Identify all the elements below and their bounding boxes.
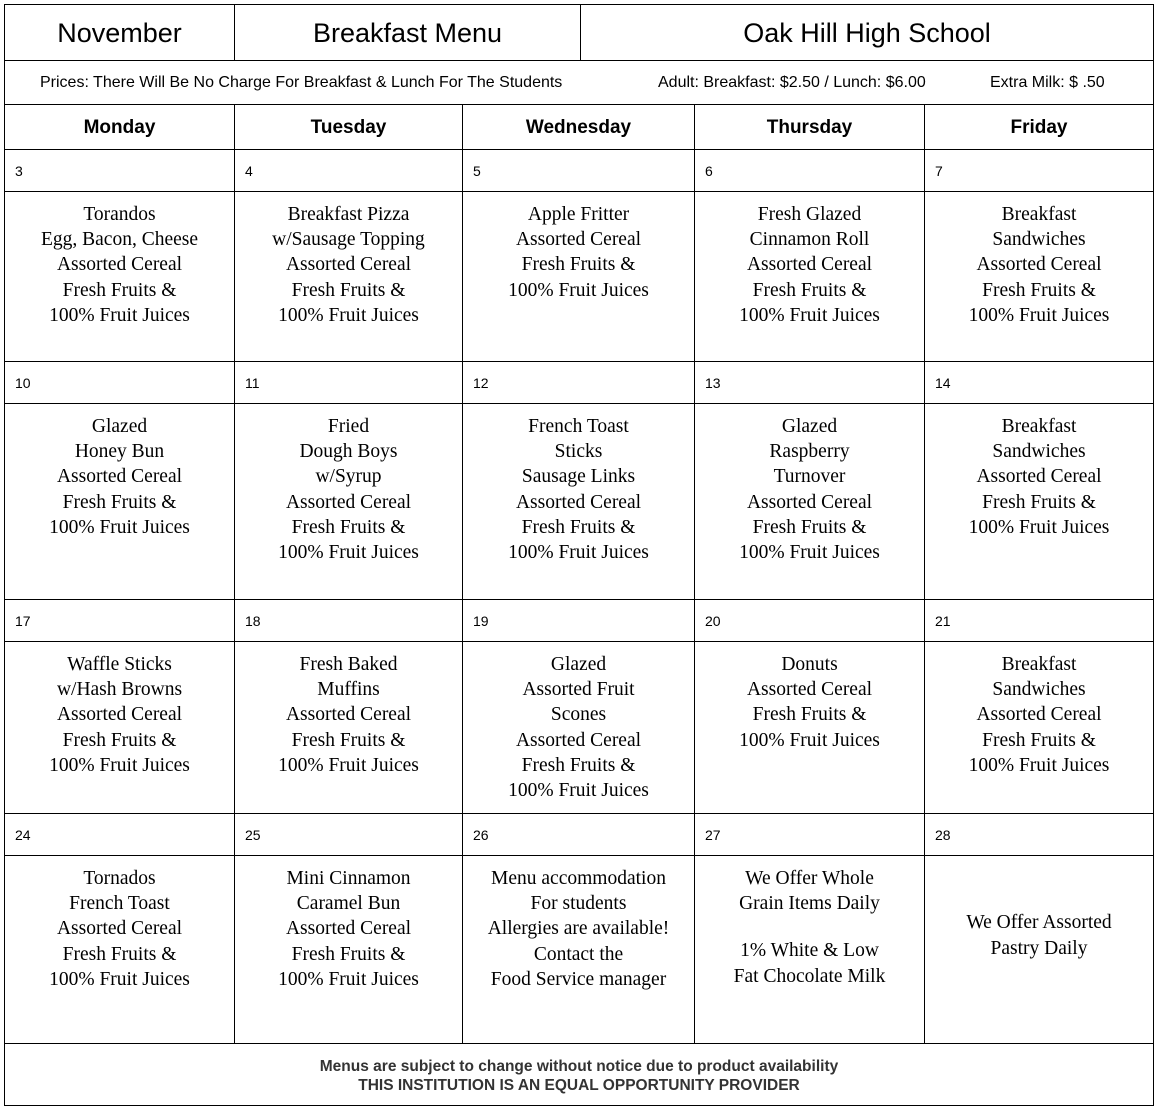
date-number-25: 25	[245, 826, 261, 843]
menu-item: 100% Fruit Juices	[508, 279, 649, 301]
menu-cell-tuesday-25	[235, 856, 462, 1043]
menu-item: Fresh Fruits &	[291, 943, 406, 965]
date-number-18: 18	[245, 612, 261, 629]
date-number-19: 19	[473, 612, 489, 629]
menu-cell-thursday-27	[695, 856, 924, 1043]
menu-item: Menu accommodation	[491, 868, 666, 889]
menu-item: 100% Fruit Juices	[278, 968, 419, 990]
menu-item: Assorted Cereal	[285, 491, 412, 513]
menu-item: We Offer Assorted	[966, 912, 1112, 934]
date-number-11: 11	[245, 374, 260, 391]
menu-item: Assorted Cereal	[285, 704, 412, 726]
menu-item: Fresh Fruits &	[291, 516, 406, 538]
menu-cell-tuesday-11	[235, 404, 462, 599]
date-number-17: 17	[15, 612, 31, 629]
footer-equal-opportunity: THIS INSTITUTION IS AN EQUAL OPPORTUNITY PROVIDER	[358, 1077, 800, 1094]
menu-cell-tuesday-4	[235, 192, 462, 361]
menu-item: Sandwiches	[992, 679, 1086, 701]
menu-cell-thursday-13	[695, 404, 924, 599]
menu-item: Breakfast	[1001, 654, 1077, 675]
menu-item: w/Syrup	[315, 466, 382, 488]
menu-item: Fresh Fruits &	[62, 491, 177, 513]
menu-item: Fresh Fruits &	[521, 254, 636, 276]
menu-item: Dough Boys	[299, 441, 398, 463]
footer-notice	[5, 1043, 1153, 1105]
menu-item: Fresh Fruits &	[521, 754, 636, 776]
menu-item: Sandwiches	[992, 229, 1086, 251]
menu-item: Honey Bun	[74, 441, 165, 463]
menu-cell-thursday-20	[695, 642, 924, 813]
menu-item: Scones	[550, 704, 607, 726]
menu-item: Assorted Fruit	[522, 679, 635, 701]
menu-title: Breakfast Menu	[312, 17, 503, 48]
day-header-thursday: Thursday	[766, 116, 853, 138]
menu-cell-friday-28	[925, 856, 1153, 1043]
menu-item: 100% Fruit Juices	[508, 780, 649, 802]
menu-item: 100% Fruit Juices	[968, 754, 1110, 776]
menu-item: Contact the	[533, 943, 624, 965]
menu-item: Assorted Cereal	[56, 918, 183, 940]
student-price-note: Prices: There Will Be No Charge For Breakfast & Lunch For The Students	[40, 74, 563, 91]
menu-item: 100% Fruit Juices	[968, 304, 1110, 326]
menu-item: We Offer Whole	[745, 868, 874, 889]
date-number-5: 5	[473, 162, 481, 179]
footer-availability-note: Menus are subject to change without notice due to product availability	[319, 1058, 839, 1075]
date-number-12: 12	[473, 374, 489, 391]
day-header-friday: Friday	[1010, 116, 1068, 138]
day-header-tuesday: Tuesday	[310, 116, 387, 138]
menu-item: Torandos	[83, 204, 156, 225]
menu-cell-monday-17	[5, 642, 234, 813]
menu-item: Grain Items Daily	[739, 893, 880, 915]
date-number-24: 24	[15, 826, 31, 843]
menu-item: w/Hash Browns	[56, 679, 183, 701]
date-number-10: 10	[15, 374, 31, 391]
menu-item: Food Service manager	[490, 968, 667, 990]
menu-cell-tuesday-18	[235, 642, 462, 813]
date-number-20: 20	[705, 612, 721, 629]
date-number-13: 13	[705, 374, 721, 391]
menu-item: Fresh Fruits &	[982, 279, 1096, 301]
menu-item: Caramel Bun	[296, 893, 401, 915]
menu-item: Assorted Cereal	[515, 491, 642, 513]
menu-item: Mini Cinnamon	[286, 868, 411, 889]
menu-item: w/Sausage Topping	[272, 229, 425, 251]
menu-item: 100% Fruit Juices	[49, 968, 190, 990]
menu-item: 100% Fruit Juices	[508, 542, 649, 564]
menu-item: Breakfast Pizza	[287, 204, 410, 225]
menu-item: Assorted Cereal	[285, 254, 412, 276]
menu-item: Allergies are available!	[487, 918, 670, 940]
date-number-3: 3	[15, 162, 23, 179]
menu-item: 100% Fruit Juices	[49, 754, 190, 776]
menu-item: Assorted Cereal	[285, 918, 412, 940]
menu-cell-monday-3	[5, 192, 234, 361]
menu-item: Egg, Bacon, Cheese	[40, 229, 199, 251]
school-name: Oak Hill High School	[743, 17, 991, 48]
menu-item: Assorted Cereal	[515, 729, 642, 751]
date-number-6: 6	[705, 162, 713, 179]
date-number-21: 21	[935, 612, 951, 629]
menu-item: 100% Fruit Juices	[739, 304, 880, 326]
extra-milk-price: Extra Milk: $ .50	[990, 74, 1105, 91]
menu-item: French Toast	[69, 893, 170, 915]
menu-item: Sticks	[554, 441, 603, 463]
menu-item: Assorted Cereal	[976, 704, 1102, 726]
date-number-28: 28	[935, 826, 951, 843]
menu-cell-monday-24	[5, 856, 234, 1043]
menu-cell-wednesday-12	[463, 404, 694, 599]
menu-item: Assorted Cereal	[746, 679, 873, 701]
menu-item: 100% Fruit Juices	[49, 304, 190, 326]
date-number-7: 7	[935, 162, 943, 179]
menu-item: 100% Fruit Juices	[49, 516, 190, 538]
menu-item: Fresh Fruits &	[982, 491, 1096, 513]
menu-item: Donuts	[781, 654, 838, 675]
prices-row	[5, 61, 1153, 105]
menu-item: Apple Fritter	[527, 204, 630, 225]
menu-item: Assorted Cereal	[56, 704, 183, 726]
menu-item: Cinnamon Roll	[749, 229, 870, 251]
menu-item: Fresh Fruits &	[291, 729, 406, 751]
date-number-14: 14	[935, 374, 951, 391]
menu-item: Muffins	[317, 679, 380, 701]
menu-item: 100% Fruit Juices	[278, 304, 419, 326]
menu-item: Fresh Fruits &	[521, 516, 636, 538]
menu-item: 100% Fruit Juices	[968, 516, 1110, 538]
menu-item: Glazed	[91, 416, 148, 437]
date-number-27: 27	[705, 826, 721, 843]
menu-item: Raspberry	[769, 441, 850, 463]
menu-item: Fresh Fruits &	[62, 279, 177, 301]
menu-item: Tornados	[83, 868, 156, 889]
menu-cell-thursday-6	[695, 192, 924, 361]
menu-item: Assorted Cereal	[746, 491, 873, 513]
menu-item: 1% White & Low	[740, 940, 879, 962]
menu-item: Glazed	[781, 416, 838, 437]
menu-item: French Toast	[528, 416, 629, 437]
menu-item: 100% Fruit Juices	[739, 542, 880, 564]
menu-item: Fresh Fruits &	[982, 729, 1096, 751]
menu-item: Fresh Baked	[299, 654, 398, 675]
menu-item: Sandwiches	[992, 441, 1086, 463]
menu-item: Assorted Cereal	[515, 229, 642, 251]
menu-item: Fat Chocolate Milk	[733, 965, 886, 987]
menu-item: Fresh Fruits &	[752, 516, 867, 538]
date-number-4: 4	[245, 162, 253, 179]
menu-sheet	[4, 4, 1154, 1106]
menu-item: Pastry Daily	[990, 937, 1088, 959]
menu-item: Turnover	[773, 466, 846, 488]
menu-item: Breakfast	[1001, 204, 1077, 225]
menu-cell-wednesday-19	[463, 642, 694, 813]
adult-prices: Adult: Breakfast: $2.50 / Lunch: $6.00	[658, 74, 926, 91]
menu-item: Sausage Links	[521, 466, 636, 488]
menu-item: Assorted Cereal	[976, 254, 1102, 276]
date-number-26: 26	[473, 826, 489, 843]
menu-item	[695, 916, 924, 938]
menu-item: Assorted Cereal	[746, 254, 873, 276]
menu-item: Fresh Fruits &	[62, 729, 177, 751]
menu-item: Glazed	[550, 654, 607, 675]
menu-cell-monday-10	[5, 404, 234, 599]
menu-item: Fresh Fruits &	[62, 943, 177, 965]
menu-item: Waffle Sticks	[67, 654, 172, 675]
menu-cell-friday-14	[925, 404, 1153, 599]
menu-item: Assorted Cereal	[56, 254, 183, 276]
menu-cell-friday-21	[925, 642, 1153, 813]
menu-item: For students	[530, 893, 627, 915]
menu-item: 100% Fruit Juices	[739, 729, 880, 751]
menu-cell-wednesday-26	[463, 856, 694, 1043]
menu-item: 100% Fruit Juices	[278, 542, 419, 564]
menu-item: 100% Fruit Juices	[278, 754, 419, 776]
menu-item: Fresh Fruits &	[291, 279, 406, 301]
menu-item: Assorted Cereal	[56, 466, 183, 488]
menu-item: Fresh Glazed	[757, 204, 862, 225]
menu-item: Assorted Cereal	[976, 466, 1102, 488]
day-header-wednesday: Wednesday	[525, 116, 632, 138]
menu-item: Breakfast	[1001, 416, 1077, 437]
menu-item: Fresh Fruits &	[752, 279, 867, 301]
menu-cell-wednesday-5	[463, 192, 694, 361]
day-header-monday: Monday	[83, 116, 156, 138]
menu-cell-friday-7	[925, 192, 1153, 361]
month-title: November	[57, 17, 182, 48]
menu-item: Fresh Fruits &	[752, 704, 867, 726]
menu-item: Fried	[327, 416, 370, 437]
